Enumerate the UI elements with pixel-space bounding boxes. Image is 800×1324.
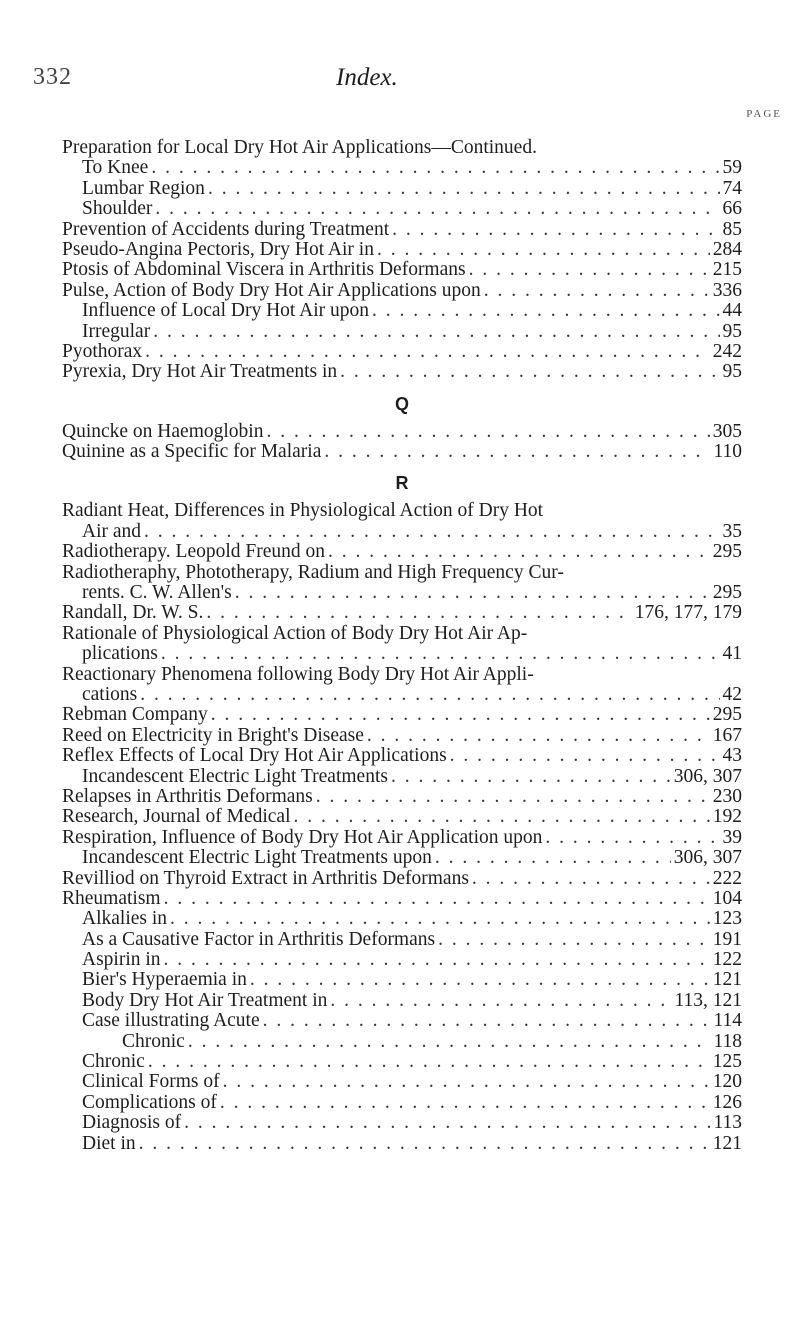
- leader-dots: [164, 950, 710, 970]
- leader-dots: [263, 1011, 711, 1031]
- entry-page: 126: [712, 1091, 742, 1113]
- index-subentry: [62, 1052, 742, 1072]
- entry-page: 113, 121: [674, 989, 742, 1011]
- leader-dots: [148, 1052, 710, 1072]
- index-subentry: [62, 179, 742, 199]
- index-subentry: [62, 522, 742, 542]
- leader-dots: [391, 767, 671, 787]
- index-subentry: [62, 970, 742, 990]
- entry-page: 104: [712, 887, 742, 909]
- index-subentry: [62, 909, 742, 929]
- index-entry: [62, 603, 742, 623]
- entry-text: Bier's Hyperaemia in: [82, 969, 247, 991]
- entry-page: 295: [712, 541, 742, 563]
- index-entry: [62, 869, 742, 889]
- entry-text: Lumbar Region: [82, 177, 205, 199]
- entry-page: 44: [722, 300, 742, 322]
- entry-text: Rebman Company: [62, 704, 208, 726]
- leader-dots: [223, 1072, 710, 1092]
- entry-page: 95: [722, 320, 742, 342]
- index-subentry: [62, 950, 742, 970]
- index-entry: [62, 542, 742, 562]
- entry-text: Case illustrating Acute: [82, 1010, 260, 1032]
- entry-page: 85: [722, 218, 742, 240]
- entry-page: 336: [712, 279, 742, 301]
- leader-dots: [450, 746, 720, 766]
- index-subentry: [62, 322, 742, 342]
- entry-text: rents. C. W. Allen's: [82, 582, 232, 604]
- index-subentry: [62, 991, 742, 1011]
- leader-dots: [372, 301, 720, 321]
- leader-dots: [139, 1134, 710, 1154]
- section-letter-q: Q: [394, 393, 409, 414]
- leader-dots: [206, 603, 631, 623]
- entry-text: Radiotheraphy, Phototherapy, Radium and High Frequency Cur-: [62, 561, 564, 583]
- entry-page: 59: [722, 157, 742, 179]
- entry-page: 192: [712, 806, 742, 828]
- index-subentry: [62, 1011, 742, 1031]
- entry-page: 121: [712, 1132, 742, 1154]
- entry-text: Quincke on Haemoglobin: [62, 420, 264, 442]
- entry-text: Chronic: [122, 1030, 185, 1052]
- entry-page: 167: [712, 724, 742, 746]
- index-subentry: [62, 1093, 742, 1113]
- entry-text: Rheumatism: [62, 887, 161, 909]
- entry-text: Quinine as a Specific for Malaria: [62, 441, 322, 463]
- entry-text: Clinical Forms of: [82, 1071, 220, 1093]
- entry-page: 222: [712, 867, 742, 889]
- entry-page: 305: [712, 420, 742, 442]
- leader-dots: [435, 848, 671, 868]
- entry-text: Diet in: [82, 1132, 136, 1154]
- entry-page: 41: [722, 643, 742, 665]
- entry-page: 176, 177, 179: [634, 602, 742, 624]
- entry-text: cations: [82, 683, 138, 705]
- leader-dots: [472, 869, 710, 889]
- entry-page: 215: [712, 259, 742, 281]
- leader-dots: [220, 1093, 710, 1113]
- entry-text: Respiration, Influence of Body Dry Hot Air Application upon: [62, 826, 543, 848]
- index-entry: [62, 705, 742, 725]
- index-entry: [62, 828, 742, 848]
- index-entry: [62, 422, 742, 442]
- page-column-label: PAGE: [746, 108, 782, 120]
- entry-text: Randall, Dr. W. S.: [62, 602, 204, 624]
- entry-page: 74: [722, 177, 742, 199]
- index-entry: [62, 746, 742, 766]
- entry-page: 95: [722, 361, 742, 383]
- leader-dots: [367, 726, 710, 746]
- entry-text: Prevention of Accidents during Treatment: [62, 218, 390, 240]
- entry-page: 110: [713, 441, 742, 463]
- index-entry: [62, 807, 742, 827]
- entry-text: Ptosis of Abdominal Viscera in Arthritis Deformans: [62, 259, 466, 281]
- index-subentry: [62, 1134, 742, 1154]
- entry-text: Reflex Effects of Local Dry Hot Air Applications: [62, 745, 447, 767]
- entry-page: 191: [712, 928, 742, 950]
- leader-dots: [155, 199, 719, 219]
- entry-text: Aspirin in: [82, 949, 161, 971]
- entry-text: Pyothorax: [62, 340, 143, 362]
- index-entry: [62, 624, 742, 644]
- entry-text: Irregular: [82, 320, 151, 342]
- leader-dots: [153, 322, 719, 342]
- entry-text: Chronic: [82, 1051, 145, 1073]
- entry-text: Pyrexia, Dry Hot Air Treatments in: [62, 361, 338, 383]
- index-subentry: [62, 685, 742, 705]
- leader-dots: [294, 807, 710, 827]
- index-entry: [62, 281, 742, 301]
- entry-text: Revilliod on Thyroid Extract in Arthritis Deformans: [62, 867, 469, 889]
- leader-dots: [250, 970, 710, 990]
- leader-dots: [266, 422, 709, 442]
- leader-dots: [484, 281, 710, 301]
- entry-text: Pseudo-Angina Pectoris, Dry Hot Air in: [62, 238, 374, 260]
- leader-dots: [140, 685, 719, 705]
- entry-text: Incandescent Electric Light Treatments: [82, 765, 388, 787]
- entry-page: 120: [712, 1071, 742, 1093]
- leader-dots: [170, 909, 710, 929]
- index-subentry: [62, 583, 742, 603]
- entry-text: Complications of: [82, 1091, 217, 1113]
- leader-dots: [324, 442, 710, 462]
- index-entry: [62, 342, 742, 362]
- entry-text: Incandescent Electric Light Treatments upon: [82, 847, 432, 869]
- entry-page: 114: [713, 1010, 742, 1032]
- entry-page: 295: [712, 704, 742, 726]
- entry-text: Relapses in Arthritis Deformans: [62, 785, 313, 807]
- index-entry: [62, 240, 742, 260]
- entry-page: 284: [712, 238, 742, 260]
- entry-text: Rationale of Physiological Action of Body Dry Hot Air Ap-: [62, 622, 528, 644]
- entry-page: 306, 307: [673, 847, 742, 869]
- entry-page: 113: [713, 1112, 742, 1134]
- entry-text: Influence of Local Dry Hot Air upon: [82, 300, 369, 322]
- index-subentry: [62, 848, 742, 868]
- leader-dots: [438, 930, 710, 950]
- entry-text: Air and: [82, 520, 142, 542]
- leader-dots: [211, 705, 710, 725]
- entry-page: 121: [712, 969, 742, 991]
- leader-dots: [188, 1032, 711, 1052]
- entry-page: 66: [722, 198, 742, 220]
- entry-page: 242: [712, 340, 742, 362]
- leader-dots: [316, 787, 710, 807]
- entry-text: Research, Journal of Medical: [62, 806, 291, 828]
- index-subentry: [62, 1113, 742, 1133]
- leader-dots: [392, 220, 719, 240]
- index-entry: [62, 220, 742, 240]
- entry-page: 43: [722, 745, 742, 767]
- entry-page: 306, 307: [673, 765, 742, 787]
- entry-page: 35: [722, 520, 742, 542]
- index-entry: [62, 563, 742, 583]
- leader-dots: [208, 179, 720, 199]
- entry-text: To Knee: [82, 157, 149, 179]
- leader-dots: [545, 828, 719, 848]
- leader-dots: [328, 542, 710, 562]
- entry-text: As a Causative Factor in Arthritis Deformans: [82, 928, 436, 950]
- entry-text: Alkalies in: [82, 908, 168, 930]
- index-subentry: [62, 199, 742, 219]
- index-entry: [62, 442, 742, 462]
- entry-page: 123: [712, 908, 742, 930]
- index-subentry: [62, 767, 742, 787]
- entry-text: Pulse, Action of Body Dry Hot Air Applications upon: [62, 279, 481, 301]
- leader-dots: [144, 522, 719, 542]
- index-entry: [62, 787, 742, 807]
- leader-dots: [330, 991, 671, 1011]
- leader-dots: [151, 158, 719, 178]
- entry-text: Reed on Electricity in Bright's Disease: [62, 724, 364, 746]
- entry-text: plications: [82, 643, 158, 665]
- index-entry: [62, 362, 742, 382]
- leader-dots: [377, 240, 710, 260]
- entry-text: Reactionary Phenomena following Body Dry Hot Air Appli-: [62, 663, 534, 685]
- leader-dots: [161, 644, 720, 664]
- index-subentry: [62, 1072, 742, 1092]
- entry-page: 42: [722, 683, 742, 705]
- entry-page: 118: [713, 1030, 742, 1052]
- section-letter-r: R: [395, 473, 409, 494]
- index-subentry: [62, 301, 742, 321]
- entry-text: Diagnosis of: [82, 1112, 182, 1134]
- index-subentry: [62, 158, 742, 178]
- leader-dots: [235, 583, 710, 603]
- index-subentry: [62, 644, 742, 664]
- index-entry: [62, 889, 742, 909]
- index-list: [62, 138, 742, 1154]
- leader-dots: [340, 362, 719, 382]
- entry-text: Shoulder: [82, 198, 153, 220]
- leader-dots: [164, 889, 710, 909]
- page-header: [33, 64, 760, 94]
- entry-text: Preparation for Local Dry Hot Air Applications—Continued.: [62, 137, 537, 158]
- index-entry: [62, 138, 742, 158]
- entry-text: Radiant Heat, Differences in Physiological Action of Dry Hot: [62, 500, 544, 522]
- entry-text: Body Dry Hot Air Treatment in: [82, 989, 328, 1011]
- running-title: Index.: [336, 64, 398, 91]
- entry-text: Radiotherapy. Leopold Freund on: [62, 541, 326, 563]
- index-entry: [62, 260, 742, 280]
- index-entry: [62, 665, 742, 685]
- leader-dots: [145, 342, 710, 362]
- entry-page: 125: [712, 1051, 742, 1073]
- entry-page: 39: [722, 826, 742, 848]
- index-entry: [62, 501, 742, 521]
- leader-dots: [184, 1113, 710, 1133]
- entry-page: 122: [712, 949, 742, 971]
- index-subentry: [62, 1032, 742, 1052]
- page-number: 332: [33, 64, 72, 90]
- index-subentry: [62, 930, 742, 950]
- leader-dots: [469, 260, 710, 280]
- entry-page: 230: [712, 785, 742, 807]
- index-entry: [62, 726, 742, 746]
- entry-page: 295: [712, 582, 742, 604]
